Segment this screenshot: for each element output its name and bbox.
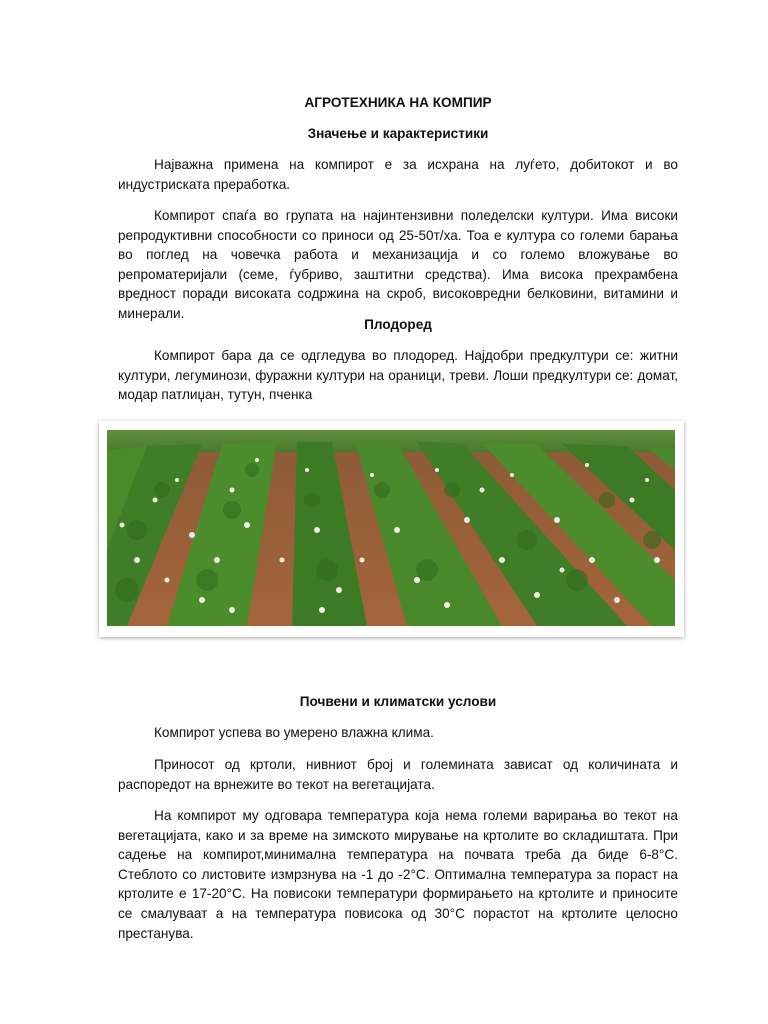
paragraph-crop-rotation: Компирот бара да се одгледува во плодоред. Најдобри предкултури се: житни култури, легуминози, фуражни култури на ораници, треви. Лоши предкултури се: домат, модар патлиџан, тутун, пченка (118, 348, 678, 403)
section-heading-crop-rotation: Плодоред (364, 317, 432, 332)
section-heading-soil-climate: Почвени и климатски услови (299, 694, 497, 709)
paragraph-temperature: На компирот му одговара температура која нема големи варирања во текот на вегетацијата, како и за време на зимското мирување на кртолите во складиштата. При садење на компирот,минимална температура на почвата треба да биде 6-8°C. Стеблото со листовите измрзнува на -1 до -2°C. Оптимална температура за пораст на кртолите е 17-20°C. На повисоки температури формирањето на кртолите и приносите се смалуваат а на температура повисока од 30°C порастот на кртолите целосно престанува. (118, 808, 678, 941)
document-title: АГРОТЕХНИКА НА КОМПИР (304, 95, 492, 110)
potato-field-photo (99, 421, 684, 637)
paragraph-characteristics: Компирот спаѓа во групата на најинтензивни поледелски култури. Има високи репродуктивни способности со приноси од 25-50т/ха. Тоа е култура со големи барања во поглед на човечка работа и механизација и со големо вложување во репроматеријали (семе, ѓубриво, заштитни средства). Има висока прехрамбена вредност поради високата содржина на скроб, високовредни белковини, витамини и минерали. (118, 208, 678, 321)
paragraph-usage: Најважна примена на компирот е за исхрана на луѓето, добитокот и во индустриската преработка. (118, 157, 678, 192)
potato-field-illustration (107, 430, 675, 626)
paragraph-yield: Приносот од кртоли, нивниот број и големината зависат од количината и распоредот на врнежите во текот на вегетацијата. (118, 757, 678, 792)
section-heading-meaning: Значење и карактеристики (307, 126, 489, 141)
paragraph-climate: Компирот успева во умерено влажна клима. (154, 725, 434, 740)
